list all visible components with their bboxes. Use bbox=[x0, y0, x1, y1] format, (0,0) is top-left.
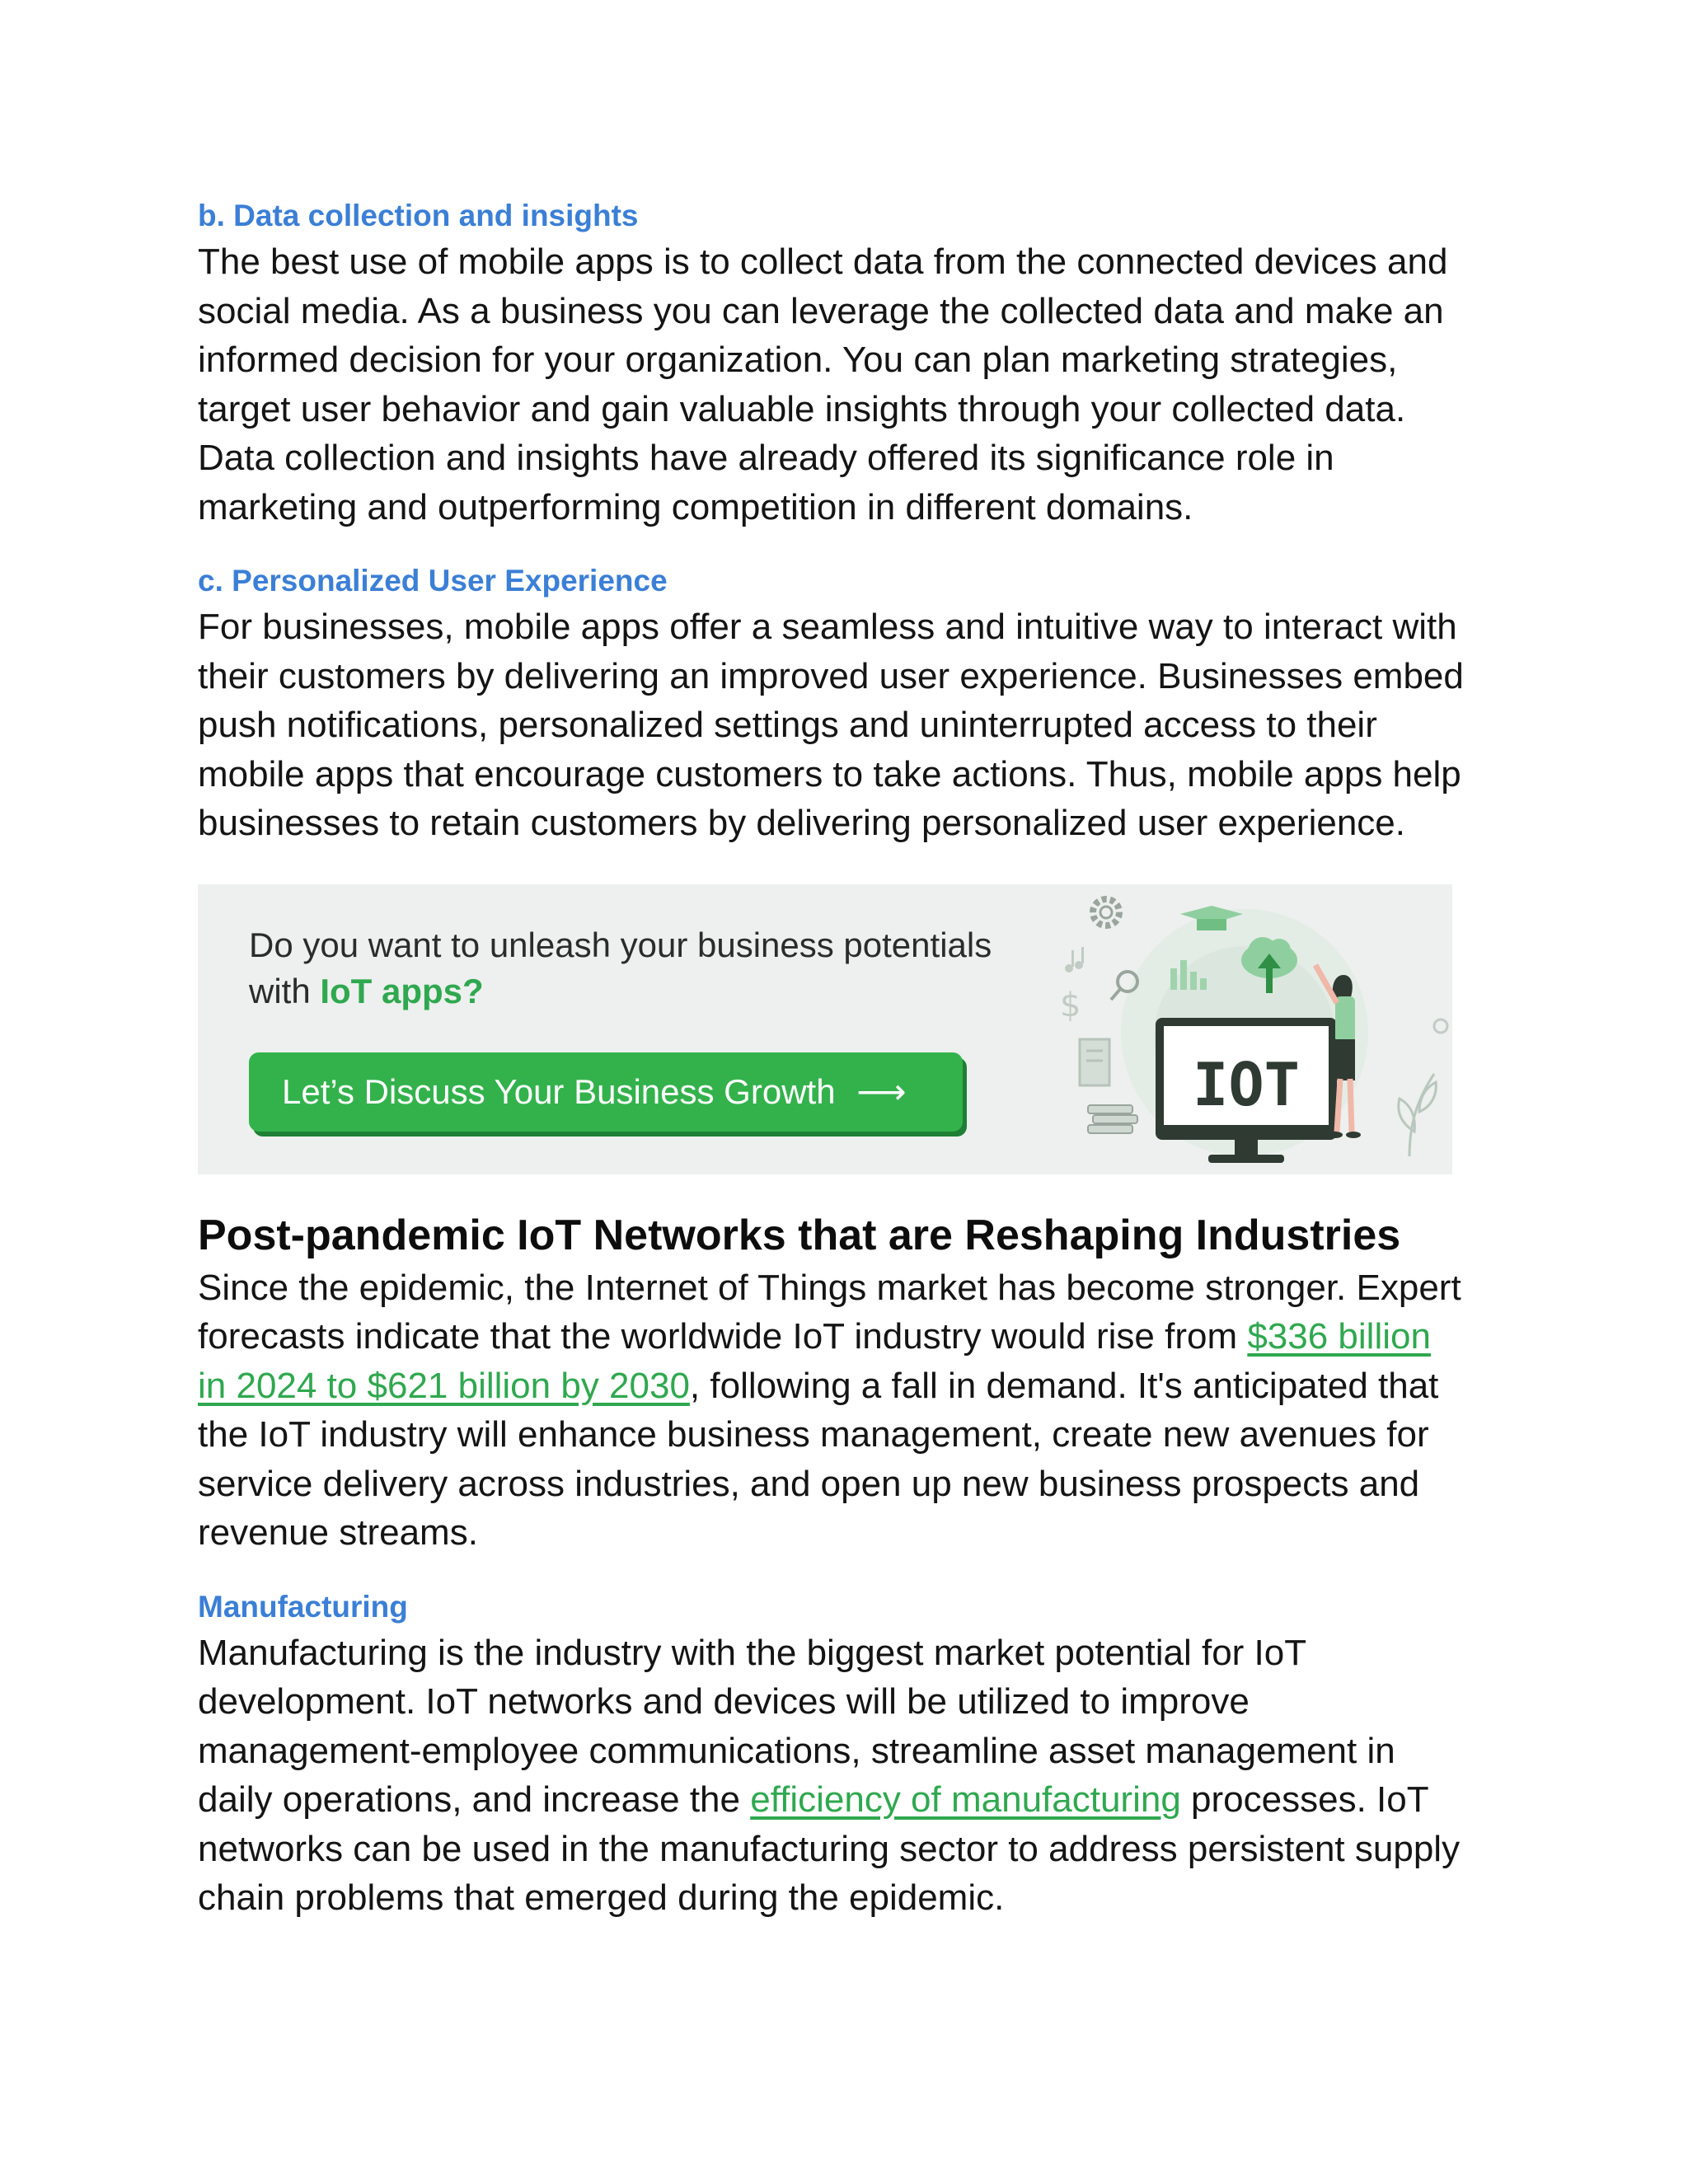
cta-label: Let’s Discuss Your Business Growth bbox=[282, 1071, 836, 1111]
paragraph-line: businesses to retain customers by delivering personalized user experience. bbox=[198, 803, 1405, 843]
paragraph-line: marketing and outperforming competition in different domains. bbox=[198, 486, 1193, 527]
paragraph-line: informed decision for your organization. You can plan marketing strategies, bbox=[198, 340, 1398, 380]
paragraph-line: management-employee communications, streamline asset management in bbox=[198, 1730, 1395, 1771]
paragraph-line: Data collection and insights have already offered its significance role in bbox=[198, 438, 1334, 478]
banner-question-line1: Do you want to unleash your business potentials bbox=[249, 925, 992, 964]
text-span: processes. IoT bbox=[1180, 1779, 1429, 1820]
text-span: , following a fall in demand. It's anticipated that bbox=[689, 1365, 1439, 1406]
banner-question bbox=[249, 922, 992, 1015]
paragraph-post-pandemic bbox=[198, 1263, 1500, 1558]
paragraph-line: their customers by delivering an improved user experience. Businesses embed bbox=[198, 655, 1464, 696]
text-span: forecasts indicate that the worldwide IoT industry would rise from bbox=[198, 1316, 1248, 1357]
iot-apps-banner[interactable] bbox=[198, 884, 1452, 1174]
paragraph-line bbox=[198, 1361, 1500, 1411]
iot-illustration bbox=[1055, 884, 1452, 1174]
text-span: daily operations, and increase the bbox=[198, 1779, 751, 1820]
paragraph-line: development. IoT networks and devices will be utilized to improve bbox=[198, 1681, 1250, 1722]
subheading-personalized-ux: c. Personalized User Experience bbox=[198, 564, 668, 598]
paragraph-line: revenue streams. bbox=[198, 1512, 478, 1553]
paragraph-line: push notifications, personalized settings and uninterrupted access to their bbox=[198, 705, 1377, 745]
paragraph-manufacturing bbox=[198, 1629, 1500, 1923]
gear-icon bbox=[1093, 899, 1119, 926]
monitor-text: IOT bbox=[1192, 1049, 1301, 1119]
paragraph-line bbox=[198, 1312, 1500, 1361]
section-heading-post-pandemic: Post-pandemic IoT Networks that are Reshaping Industries bbox=[198, 1211, 1401, 1259]
paragraph-line: networks can be used in the manufacturing sector to address persistent supply bbox=[198, 1828, 1461, 1869]
iot-market-forecast-link-continued[interactable]: in 2024 to $621 billion by 2030 bbox=[198, 1365, 690, 1406]
target-icon bbox=[1434, 1019, 1447, 1033]
arrow-right-icon: ⟶ bbox=[856, 1071, 907, 1111]
plant-icon bbox=[1399, 1074, 1437, 1156]
paragraph-line: For businesses, mobile apps offer a seamless and intuitive way to interact with bbox=[198, 607, 1457, 647]
paragraph-line: the IoT industry will enhance business management, create new avenues for bbox=[198, 1414, 1429, 1455]
paragraph-data-collection bbox=[198, 237, 1500, 532]
paragraph-line: mobile apps that encourage customers to take actions. Thus, mobile apps help bbox=[198, 753, 1461, 794]
paragraph-line: Manufacturing is the industry with the biggest market potential for IoT bbox=[198, 1632, 1307, 1673]
banner-highlight: IoT apps? bbox=[320, 971, 484, 1010]
paragraph-line: chain problems that emerged during the epidemic. bbox=[198, 1877, 1005, 1918]
discuss-growth-button[interactable] bbox=[249, 1052, 963, 1132]
monitor-icon bbox=[1156, 1018, 1337, 1163]
article-content bbox=[198, 194, 1500, 1923]
banner-question-line2 bbox=[249, 968, 992, 1015]
music-note-icon bbox=[1065, 947, 1084, 972]
paragraph-line: Since the epidemic, the Internet of Things market has become stronger. Expert bbox=[198, 1267, 1461, 1308]
subheading-manufacturing: Manufacturing bbox=[198, 1589, 408, 1624]
paragraph-line: service delivery across industries, and open up new business prospects and bbox=[198, 1463, 1420, 1504]
books-icon bbox=[1088, 1105, 1137, 1133]
paragraph-line: target user behavior and gain valuable insights through your collected data. bbox=[198, 388, 1406, 429]
paragraph-personalized-ux bbox=[198, 602, 1500, 848]
iot-market-forecast-link[interactable]: $336 billion bbox=[1247, 1316, 1431, 1357]
dollar-icon: $ bbox=[1060, 986, 1081, 1024]
paragraph-line: social media. As a business you can leverage the collected data and make an bbox=[198, 290, 1444, 331]
paragraph-line bbox=[198, 1775, 1500, 1825]
document-icon bbox=[1080, 1039, 1109, 1085]
subheading-data-collection: b. Data collection and insights bbox=[198, 199, 639, 232]
efficiency-of-manufacturing-link[interactable]: efficiency of manufacturing bbox=[750, 1779, 1181, 1820]
banner-question-prefix: with bbox=[249, 971, 321, 1010]
paragraph-line: The best use of mobile apps is to collect data from the connected devices and bbox=[198, 241, 1448, 282]
